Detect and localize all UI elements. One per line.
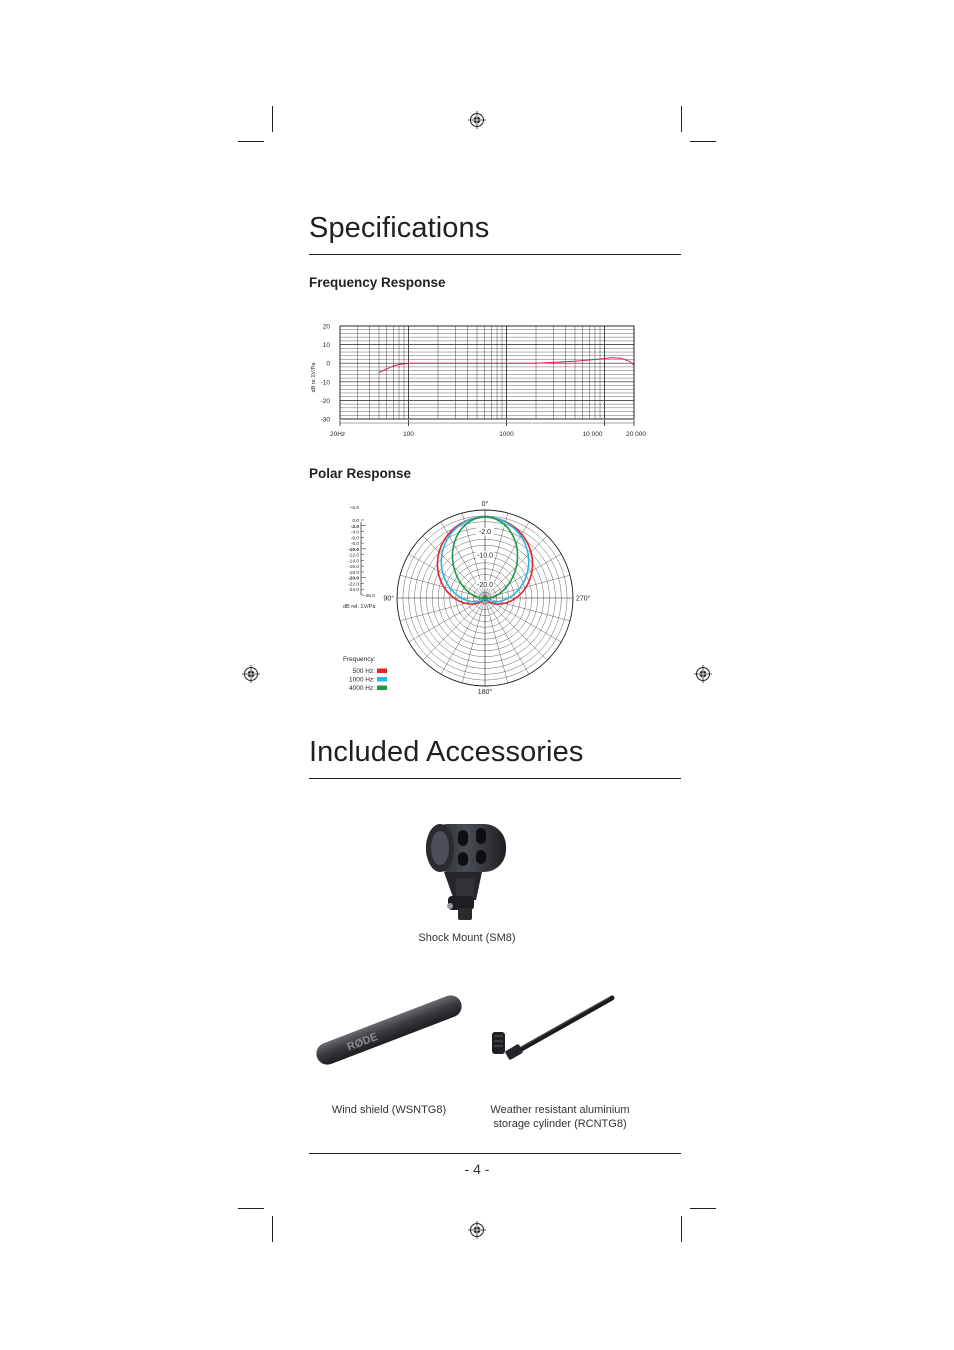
scale-unit-label: dB rel. 1V/Pa (343, 604, 376, 610)
polar-spoke (441, 598, 485, 674)
y-axis-label: dB re 1V/Pa (311, 362, 317, 393)
crop-mark (690, 141, 716, 142)
x-tick-label: 20 000 (626, 431, 646, 438)
scale-label: -6.0 (350, 536, 359, 542)
registration-mark-icon (468, 1221, 486, 1239)
x-tick-label: 100 (403, 431, 414, 438)
wind-shield-caption: Wind shield (WSNTG8) (331, 1104, 447, 1116)
registration-mark-icon (242, 665, 260, 683)
y-tick-label: -30 (320, 416, 330, 424)
angle-label-right: 270° (576, 595, 591, 603)
y-tick-label: 20 (322, 323, 330, 331)
accessories-heading: Included Accessories (309, 736, 584, 768)
scale-label: -4.0 (350, 530, 359, 536)
ring-label: -20.0 (477, 581, 493, 589)
scale-label: -2.0 (350, 524, 359, 530)
polar-response-chart (335, 492, 605, 697)
registration-mark-icon (694, 665, 712, 683)
wind-shield-brand-text: RØDE (345, 1031, 380, 1054)
polar-spoke (423, 598, 485, 660)
legend-label: 1000 Hz: (348, 676, 375, 684)
crop-mark (272, 1216, 273, 1242)
frequency-response-chart (305, 318, 655, 443)
scale-label: -16.0 (348, 565, 359, 571)
frequency-response-heading: Frequency Response (309, 275, 446, 290)
polar-response-heading: Polar Response (309, 466, 412, 481)
y-tick-label: 0 (326, 360, 330, 368)
legend-swatch (377, 669, 387, 674)
shock-mount-caption: Shock Mount (SM8) (418, 932, 516, 944)
y-tick-label: 10 (322, 342, 330, 350)
wind-shield-image (316, 990, 462, 1070)
legend-label: 500 Hz: (352, 668, 375, 675)
angle-label-bottom: 180° (477, 689, 493, 696)
polar-spoke (485, 598, 547, 660)
crop-mark (681, 106, 682, 132)
footer-rule (309, 1153, 681, 1154)
polar-spoke (485, 598, 529, 674)
legend-swatch (377, 686, 387, 691)
storage-cylinder-caption-line1: Weather resistant aluminium (490, 1104, 630, 1116)
y-tick-label: -10 (320, 379, 330, 387)
scale-label: +5.0 (349, 506, 359, 511)
scale-label: -25.0 (364, 594, 375, 599)
x-tick-label: 20Hz (330, 431, 346, 438)
heading-rule (309, 254, 681, 255)
crop-mark (681, 1216, 682, 1242)
scale-label: -12.0 (348, 553, 359, 559)
shock-mount-image (418, 818, 512, 922)
x-tick-label: 10 000 (582, 431, 603, 438)
scale-label: -24.0 (348, 588, 359, 594)
scale-label: -14.0 (348, 559, 359, 565)
page-number: - 4 - (464, 1161, 490, 1177)
scale-label: -8.0 (350, 542, 359, 548)
angle-label-top: 0° (481, 501, 489, 508)
x-tick-label: 1000 (499, 431, 514, 438)
scale-label: 0.0 (352, 519, 359, 524)
scale-label: -10.0 (348, 547, 359, 553)
crop-mark (238, 141, 264, 142)
legend-title: Frequency: (343, 656, 376, 663)
storage-cylinder-image (488, 992, 616, 1068)
crop-mark (238, 1208, 264, 1209)
y-tick-label: -20 (320, 397, 330, 405)
scale-label: -22.0 (348, 582, 359, 588)
ring-label: -2.0 (478, 529, 492, 537)
specifications-heading: Specifications (309, 212, 490, 244)
plot-frame (340, 326, 634, 419)
scale-label: -20.0 (348, 576, 359, 582)
registration-mark-icon (468, 111, 486, 129)
angle-label-left: 90° (383, 595, 394, 603)
scale-label: -18.0 (348, 570, 359, 576)
heading-rule (309, 778, 681, 779)
legend-swatch (377, 677, 387, 682)
crop-mark (272, 106, 273, 132)
crop-mark (690, 1208, 716, 1209)
polar-spoke (462, 598, 485, 683)
storage-cylinder-caption-line2: storage cylinder (RCNTG8) (493, 1118, 627, 1130)
ring-label: -10.0 (477, 552, 493, 560)
legend-label: 4000 Hz: (348, 685, 375, 692)
polar-spoke (485, 598, 508, 683)
